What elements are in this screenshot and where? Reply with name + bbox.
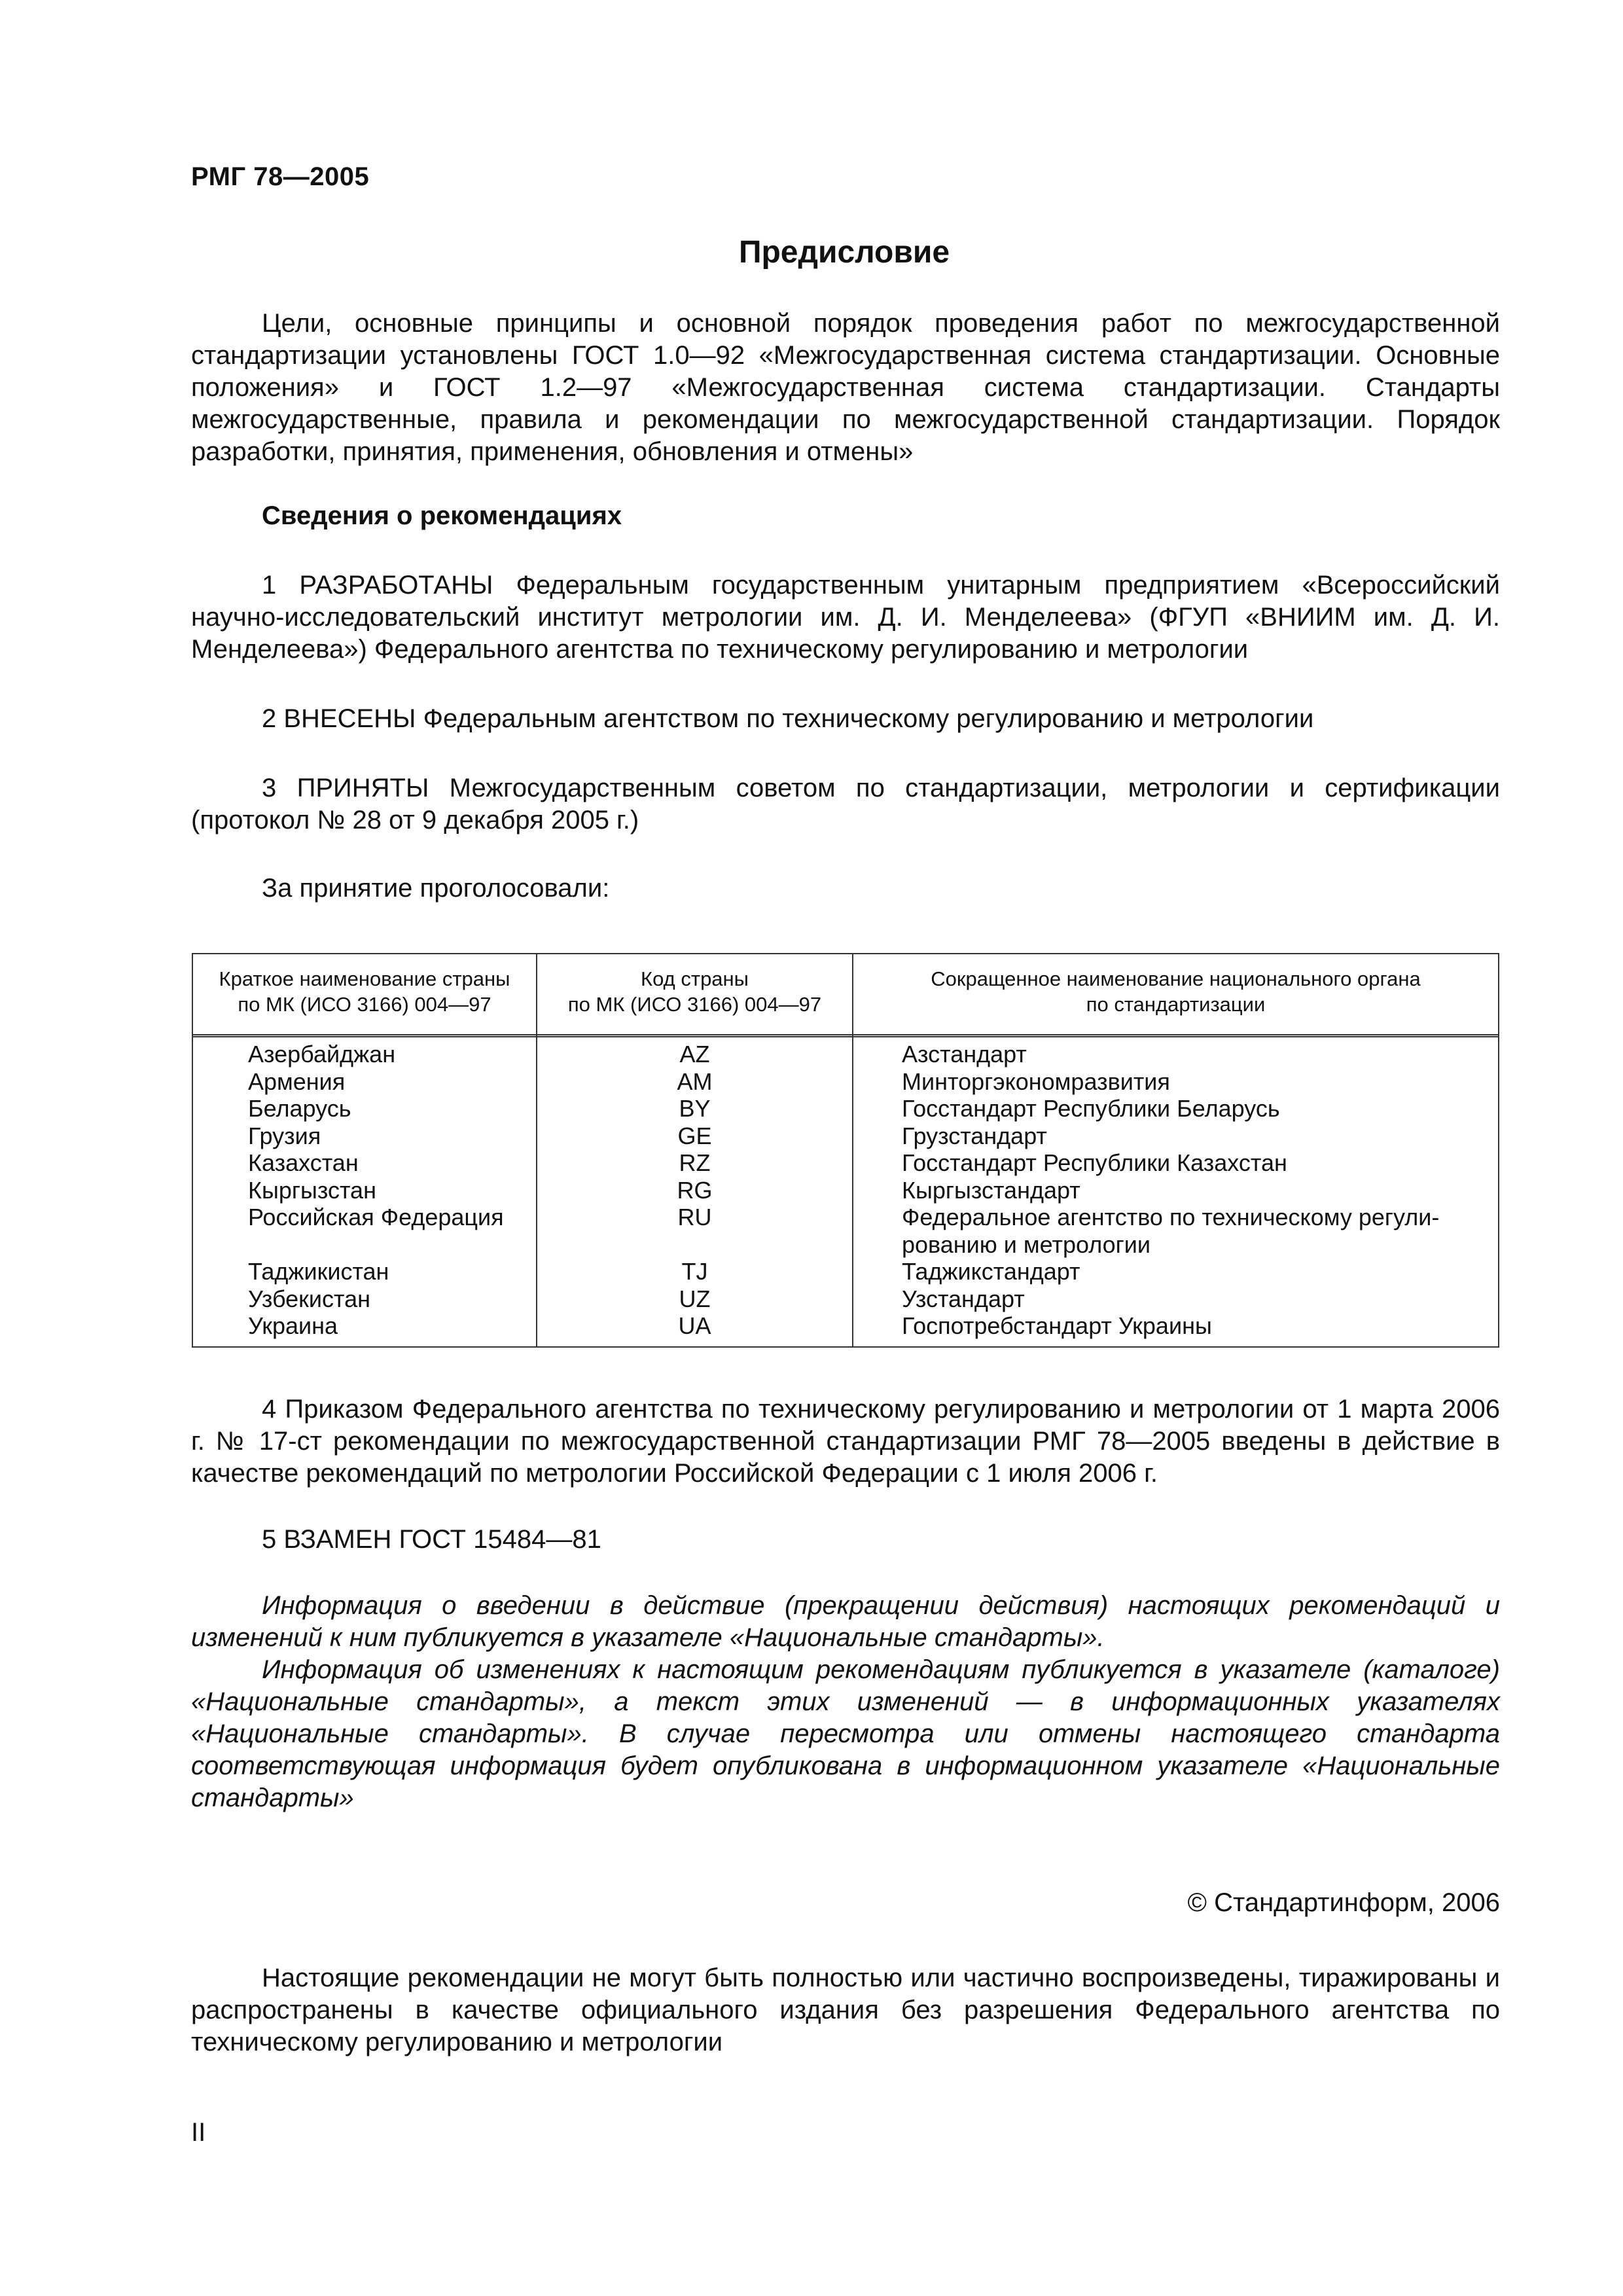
table-cell: Грузия [248,1122,321,1149]
page-number: II [191,2118,206,2147]
table-header-code: Код страны по МК (ИСО 3166) 004—97 [567,967,822,1016]
table-header-country: Краткое наименование страны по МК (ИСО 3166) 004—97 [219,967,510,1016]
table-cell: Российская Федерация [248,1204,504,1230]
table-cell: Узстандарт [902,1285,1025,1312]
table-cell: RZ [679,1149,711,1176]
table-cell: BY [679,1095,711,1122]
table-cell: рованию и метрологии [902,1230,1150,1258]
table-cell: RU [677,1204,712,1230]
notice-paragraph-1: Информация о введении в действие (прекращении действия) настоящих рекомендаций и изменений к ним публикуется в указателе «Национальные стандарты». [191,1591,1500,1652]
voting-table [192,953,1499,1348]
table-cell: Госстандарт Республики Казахстан [902,1149,1287,1176]
table-cell: Кыргызстан [248,1176,376,1204]
preface-intro: Цели, основные принципы и основной порядок проведения работ по межгосударственной стандартизации установлены ГОСТ 1.0—92 «Межгосударственная система стандартизации. Основные положения» и ГОСТ 1.2—97 «Межгосударственная система стандартизации. Стандарты межгосударственные, правила и рекомендации по межгосударственной стандартизации. Порядок разработки, принятия, применения, обновления и отмены» [191,309,1500,466]
notice-paragraph-2: Информация об изменениях к настоящим рекомендациям публикуется в указателе (каталоге) «Национальные стандарты», а текст этих изменений — в информационных указателях «Национальные стандарты». В случае пересмотра или отмены настоящего стандарта соответствующая информация будет опубликована в информационном указателе «Национальные стандарты» [191,1655,1500,1812]
copyright-notice: © Стандартинформ, 2006 [1187,1888,1500,1917]
table-cell: UA [678,1312,711,1339]
table-cell: Федеральное агентство по техническому регули- [902,1204,1440,1230]
table-cell: Госпотребстандарт Украины [902,1312,1212,1339]
table-cell: RG [677,1176,713,1204]
info-item-2: 2 ВНЕСЕНЫ Федеральным агентством по техническому регулированию и метрологии [262,704,1314,733]
table-header-rule [193,1034,1498,1037]
table-cell: AZ [679,1041,710,1067]
table-cell: Кыргызстандарт [902,1176,1080,1204]
table-cell: Таджикистан [248,1258,389,1285]
preface-title: Предисловие [738,235,950,270]
table-cell: Беларусь [248,1095,351,1122]
table-cell: TJ [681,1258,708,1285]
table-header-body: Сокращенное наименование национального органа по стандартизации [931,967,1421,1016]
table-cell: Казахстан [248,1149,359,1176]
table-cell: Госстандарт Республики Беларусь [902,1095,1280,1122]
table-cell: Таджикстандарт [902,1258,1080,1285]
voted-label: За принятие проголосовали: [262,874,610,903]
table-cell: Минторгэкономразвития [902,1067,1170,1095]
table-cell: Азстандарт [902,1041,1027,1067]
table-cell: Украина [248,1312,338,1339]
table-cell: Грузстандарт [902,1122,1047,1149]
table-cell: Армения [248,1067,346,1095]
info-item-5: 5 ВЗАМЕН ГОСТ 15484—81 [262,1525,601,1554]
info-item-4: 4 Приказом Федерального агентства по техническому регулированию и метрологии от 1 марта 2006 г. № 17-ст рекомендации по межгосударственной стандартизации РМГ 78—2005 введены в действие в качестве рекомендаций по метрологии Российской Федерации с 1 июля 2006 г. [191,1395,1500,1488]
info-heading: Сведения о рекомендациях [262,501,622,530]
table-column-codes [537,1041,852,1340]
table-cell: AM [677,1067,713,1095]
table-cell [248,1231,529,1259]
info-item-3: 3 ПРИНЯТЫ Межгосударственным советом по стандартизации, метрологии и сертификации (протокол № 28 от 9 декабря 2005 г.) [191,774,1500,834]
reproduction-notice: Настоящие рекомендации не могут быть полностью или частично воспроизведены, тиражированы и распространены в качестве официального издания без разрешения Федерального агентства по техническому регулированию и метрологии [191,1964,1500,2056]
table-cell: Азербайджан [248,1041,396,1067]
table-cell: UZ [679,1285,711,1312]
table-cell [537,1231,852,1259]
table-column-countries [248,1041,529,1340]
document-code: РМГ 78—2005 [191,162,370,191]
table-cell: Узбекистан [248,1285,371,1312]
info-item-1: 1 РАЗРАБОТАНЫ Федеральным государственным унитарным предприятием «Всероссийский научно-исследовательский институт метрологии им. Д. И. Менделеева» (ФГУП «ВНИИМ им. Д. И. Менделеева») Федерального агентства по техническому регулированию и метрологии [191,571,1500,664]
table-column-bodies [902,1041,1491,1340]
table-cell: GE [677,1122,712,1149]
